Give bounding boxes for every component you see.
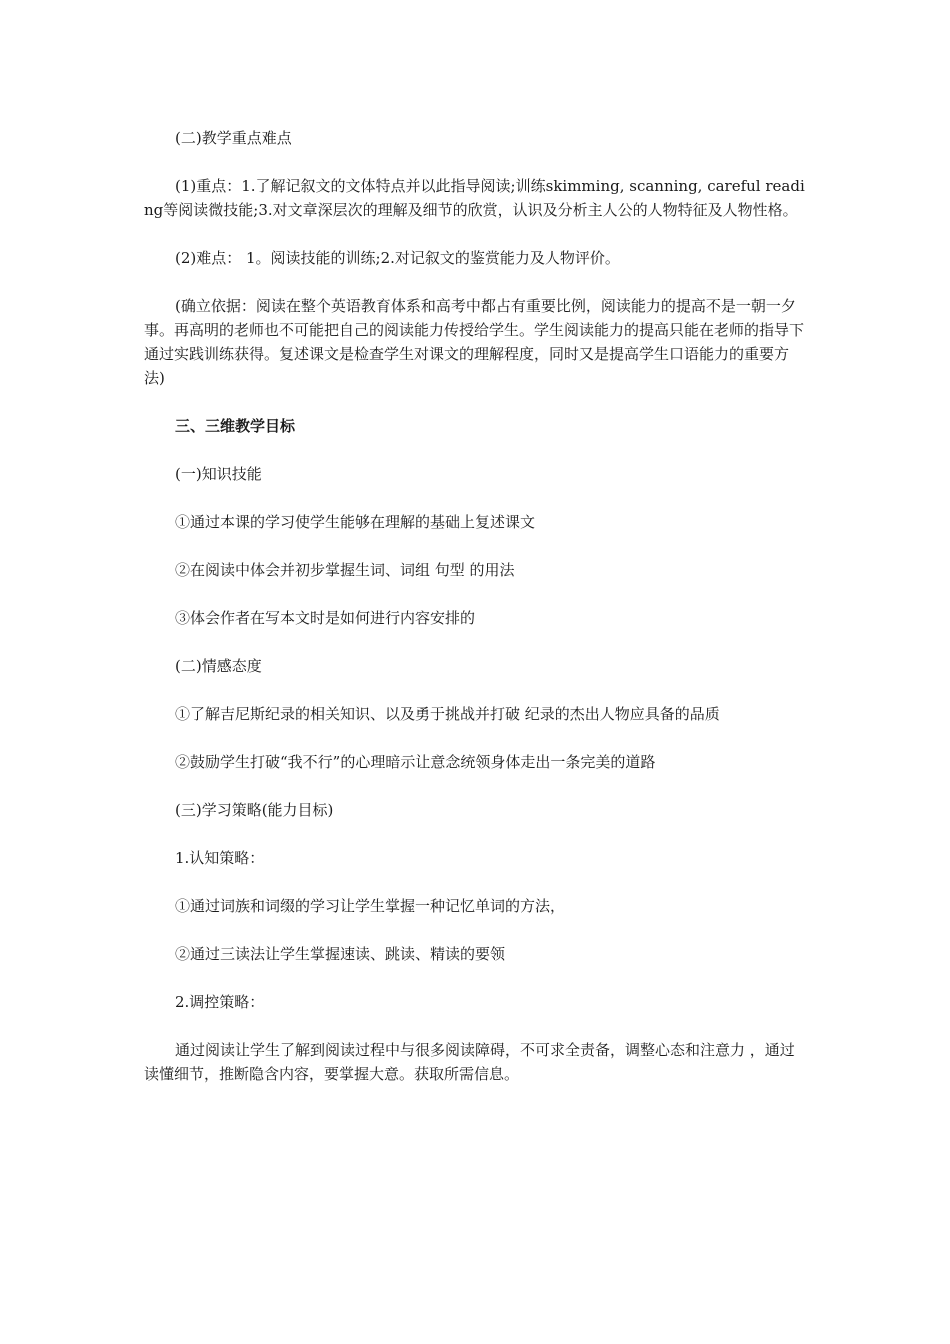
- list-item-emotion-1: ①了解吉尼斯纪录的相关知识、以及勇于挑战并打破 纪录的杰出人物应具备的品质: [175, 705, 720, 723]
- list-item-emotion-2: ②鼓励学生打破“我不行”的心理暗示让意念统领身体走出一条完美的道路: [175, 753, 656, 771]
- list-item-cognitive-2: ②通过三读法让学生掌握速读、跳读、精读的要领: [175, 945, 506, 963]
- subheading-learning-strategy: (三)学习策略(能力目标): [175, 801, 334, 819]
- section-heading-three-dimensional-goals: 三、三维教学目标: [175, 417, 296, 435]
- list-item-knowledge-2: ②在阅读中体会并初步掌握生词、词组 句型 的用法: [175, 561, 515, 579]
- document-body: [144, 126, 808, 1086]
- list-item-knowledge-1: ①通过本课的学习使学生能够在理解的基础上复述课文: [175, 513, 536, 531]
- paragraph-rationale: (确立依据：阅读在整个英语教育体系和高考中都占有重要比例，阅读能力的提高不是一朝一夕事。再高明的老师也不可能把自己的阅读能力传授给学生。学生阅读能力的提高只能在老师的指导下通过实践训练获得。复述课文是检查学生对课文的理解程度，同时又是提高学生口语能力的重要方法): [144, 297, 805, 387]
- subheading-regulation-strategy: 2.调控策略：: [175, 993, 265, 1011]
- paragraph-difficult-points: (2)难点： 1。阅读技能的训练;2.对记叙文的鉴赏能力及人物评价。: [175, 249, 620, 267]
- subheading-key-difficult-points: (二)教学重点难点: [175, 129, 292, 147]
- subheading-cognitive-strategy: 1.认知策略：: [175, 849, 265, 867]
- list-item-knowledge-3: ③体会作者在写本文时是如何进行内容安排的: [175, 609, 476, 627]
- paragraph-regulation-strategy: 通过阅读让学生了解到阅读过程中与很多阅读障碍，不可求全责备，调整心态和注意力 ，通过读懂细节，推断隐含内容，要掌握大意。获取所需信息。: [144, 1041, 795, 1083]
- paragraph-key-points: (1)重点：1.了解记叙文的文体特点并以此指导阅读;训练skimming, scanning, careful reading等阅读微技能;3.对文章深层次的理解及细节的欣赏，认识及分析主人公的人物特征及人物性格。: [144, 177, 805, 219]
- list-item-cognitive-1: ①通过词族和词缀的学习让学生掌握一种记忆单词的方法，: [175, 897, 566, 915]
- subheading-knowledge-skills: (一)知识技能: [175, 465, 262, 483]
- subheading-emotional-attitude: (二)情感态度: [175, 657, 262, 675]
